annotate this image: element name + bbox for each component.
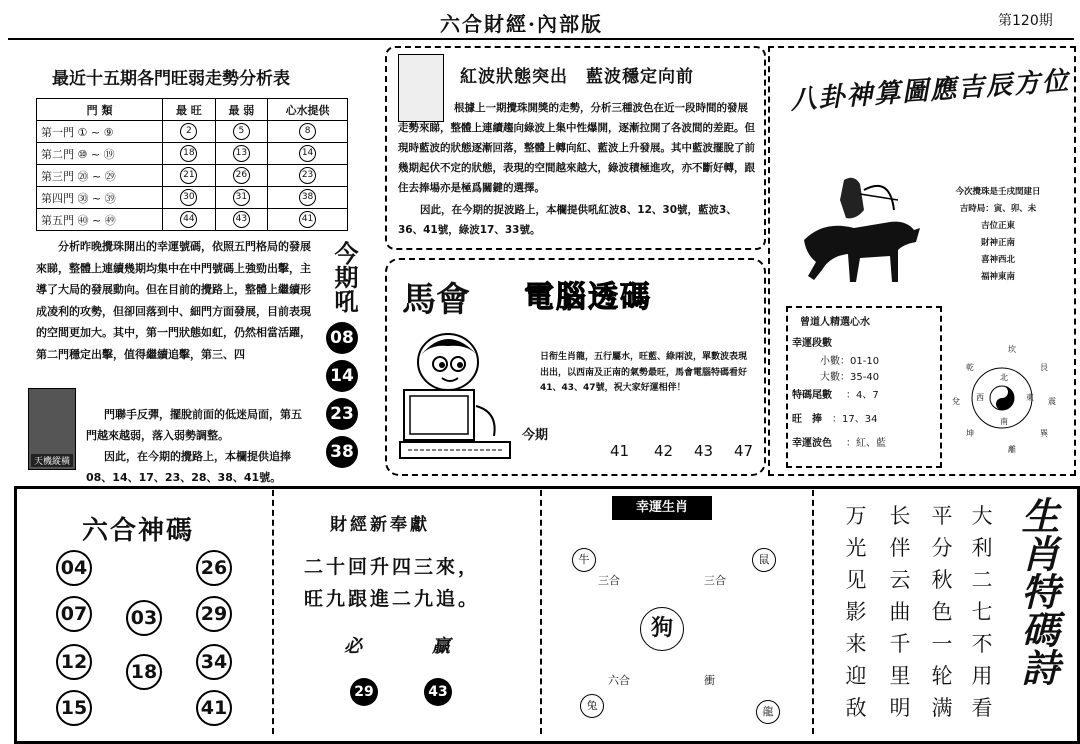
min-number: 26 — [233, 167, 250, 184]
compass-trigram-label: 震 — [1048, 397, 1056, 406]
min-cell — [215, 187, 268, 209]
range-start: ⑳ — [77, 169, 89, 183]
poem-char: 一 — [931, 632, 953, 656]
min-number: 5 — [233, 123, 250, 140]
segment-label: 幸運段數 — [792, 338, 832, 349]
tip-number: 14 — [299, 145, 316, 162]
range-end: ㊾ — [104, 213, 116, 227]
today-line: 喜神西北 — [980, 255, 1015, 265]
tip-cell — [268, 165, 348, 187]
min-number: 13 — [233, 145, 250, 162]
gate-cell: 第二門 ⑩ ~ ⑲ — [37, 143, 163, 165]
jinqi-number: 38 — [326, 436, 358, 468]
caijing-ying: 贏 — [432, 636, 450, 657]
liuhe-number: 04 — [56, 550, 92, 586]
compass-direction-label: 東 — [1026, 393, 1034, 402]
range-end: ⑲ — [103, 147, 115, 161]
poem-char: 长 — [889, 504, 911, 528]
poem-title — [1010, 496, 1064, 686]
compass-trigram-label: 坤 — [966, 429, 974, 438]
liuhe-label: 六合 — [608, 674, 630, 687]
fortune-title: 八卦神算圖應吉辰方位 — [789, 66, 1071, 116]
poem-char: 千 — [889, 632, 911, 656]
gate-label: 第二門 — [41, 147, 74, 161]
max-cell — [163, 165, 216, 187]
tip-number: 41 — [299, 211, 316, 228]
zodiac-ox: 牛 — [572, 548, 596, 572]
trend-analysis-line3: 因此，在今期的攪路上，本欄提供追捧08、14、17、23、28、38、41號。 — [86, 450, 291, 484]
computer-number: 42 — [654, 442, 674, 460]
compass-trigram-label: 巽 — [1040, 429, 1048, 438]
caijing-number: 29 — [350, 678, 378, 706]
liuhe-number: 29 — [196, 596, 232, 632]
compass-direction-label: 北 — [1000, 373, 1008, 382]
trend-analysis-line2: 門聯手反彈，擺脫前面的低迷局面，第五門越來越弱，落入弱勢調整。 — [86, 408, 302, 442]
poem-title-text: 生肖特碼詩 — [1015, 496, 1060, 686]
poem-char: 敌 — [845, 696, 867, 720]
sanhe-left: 三合 — [598, 574, 620, 587]
gate-label: 第四門 — [41, 191, 74, 205]
max-cell — [163, 121, 216, 143]
zodiac-dog: 狗 — [640, 607, 684, 651]
mahui-title: 馬會 — [402, 280, 470, 320]
poem-column — [842, 500, 870, 724]
poem-char: 二 — [971, 568, 993, 592]
poem-char: 来 — [845, 632, 867, 656]
poem-char: 七 — [971, 600, 993, 624]
max-number: 21 — [180, 167, 197, 184]
poem-char: 迎 — [845, 664, 867, 688]
zodiac-header: 幸運生肖 — [612, 496, 712, 520]
jinqi-number: 23 — [326, 398, 358, 430]
today-info — [928, 184, 1068, 286]
poem-column — [928, 500, 956, 724]
poem-char: 万 — [845, 504, 867, 528]
zodiac-rat: 鼠 — [752, 548, 776, 572]
liuhe-number: 03 — [126, 600, 162, 636]
table-row — [37, 143, 348, 165]
compass-direction-label: 西 — [976, 393, 984, 402]
poem-char: 色 — [931, 600, 953, 624]
compass-trigram-label: 乾 — [966, 363, 974, 372]
max-cell — [163, 187, 216, 209]
col-header-tip: 心水提供 — [268, 99, 348, 121]
zodiac-rabbit: 兔 — [580, 694, 604, 718]
caijing-number: 43 — [424, 678, 452, 706]
poem-char: 见 — [845, 568, 867, 592]
poem-char: 秋 — [931, 568, 953, 592]
poem-column — [968, 500, 996, 724]
trend-analysis-cont — [86, 404, 312, 488]
wave-title: 紅波狀態突出 藍波穩定向前 — [460, 67, 694, 87]
max-cell — [163, 143, 216, 165]
today-line: 今次攪珠是壬戌閏建日 — [955, 187, 1041, 197]
issue-number: 第120期 — [998, 13, 1053, 29]
liuhe-number: 15 — [56, 690, 92, 726]
range-start: ㊵ — [77, 213, 89, 227]
max-number: 2 — [180, 123, 197, 140]
poem-char: 大 — [971, 504, 993, 528]
min-cell — [215, 143, 268, 165]
today-line: 福神東南 — [980, 272, 1015, 282]
table-row — [37, 187, 348, 209]
segment-big: 大數：35-40 — [820, 372, 880, 383]
col-header-max: 最 旺 — [163, 99, 216, 121]
poem-char: 利 — [971, 536, 993, 560]
jinqi-label: 今期吼 — [330, 241, 358, 313]
caijing-title: 財經新奉獻 — [330, 515, 430, 535]
compass-trigram-label: 離 — [1008, 445, 1016, 454]
computer-number: 47 — [734, 442, 754, 460]
tip-number: 23 — [299, 167, 316, 184]
liuhe-number: 12 — [56, 644, 92, 680]
compass-direction-label: 南 — [1000, 417, 1008, 426]
wave-paragraph: 根據上一期攪珠開獎的走勢，分析三種波色在近一段時間的發展走勢來睇，整體上連續趨向綠波上集中性爆開，逐漸拉開了各波間的差距。但現時藍波的狀態逐漸回落，整體上轉向紅、藍波上升發展。其中藍波擺脫了前幾期起伏不定的狀態，表現的空間越來越大，綠波積極進攻，亦不斷好轉，跟住去捧場亦是極爲關鍵的選擇。 — [398, 102, 755, 194]
luck-title: 曾道人精選心水 — [800, 317, 870, 328]
range-start: ① — [77, 125, 88, 139]
poem-char: 看 — [971, 696, 993, 720]
poem-char: 光 — [845, 536, 867, 560]
poem-char: 云 — [889, 568, 911, 592]
jinqi-number: 08 — [326, 322, 358, 354]
tail-value: ：4、7 — [846, 390, 879, 401]
computer-number: 41 — [610, 442, 630, 460]
poem-char: 影 — [845, 600, 867, 624]
wave-conclusion: 因此，在今期的捉波路上，本欄提供吼紅波8、12、30號，藍波3、36、41號，綠波17、33號。 — [398, 204, 737, 236]
caijing-line1: 二十回升四三來， — [304, 556, 481, 578]
caijing-bi: 必 — [344, 636, 362, 657]
gate-cell: 第三門 ⑳ ~ ㉙ — [37, 165, 163, 187]
poem-char: 不 — [971, 632, 993, 656]
liuhe-title: 六合神碼 — [82, 516, 195, 546]
tail-label: 特碼尾數 — [792, 390, 832, 401]
col-header-gate: 門 類 — [37, 99, 163, 121]
max-number: 30 — [180, 189, 197, 206]
max-cell — [163, 209, 216, 231]
gate-label: 第三門 — [41, 169, 74, 183]
max-number: 44 — [180, 211, 197, 228]
liuhe-number: 07 — [56, 596, 92, 632]
gate-cell: 第四門 ㉚ ~ ㊴ — [37, 187, 163, 209]
poem-char: 曲 — [889, 600, 911, 624]
segment-small: 小數：01-10 — [820, 356, 880, 367]
tip-number: 38 — [299, 189, 316, 206]
range-end: ㊴ — [104, 191, 116, 205]
book-label: 天機縱橫 — [31, 454, 73, 467]
computer-label: 今期 — [522, 428, 549, 443]
zodiac-dragon: 龍 — [756, 700, 780, 724]
gate-label: 第五門 — [41, 213, 74, 227]
today-line: 財神正南 — [980, 238, 1015, 248]
poem-char: 分 — [931, 536, 953, 560]
table-row — [37, 121, 348, 143]
min-cell — [215, 165, 268, 187]
compass-trigram-label: 兌 — [952, 397, 960, 406]
tip-cell — [268, 209, 348, 231]
tip-cell — [268, 187, 348, 209]
sanhe-right: 三合 — [704, 574, 726, 587]
poem-char: 明 — [889, 696, 911, 720]
range-start: ㉚ — [77, 191, 89, 205]
gate-cell: 第五門 ㊵ ~ ㊾ — [37, 209, 163, 231]
color-value: ：紅、藍 — [846, 438, 886, 449]
trend-table-title: 最近十五期各門旺弱走勢分析表 — [52, 69, 290, 89]
range-start: ⑩ — [77, 147, 88, 161]
liuhe-number: 41 — [196, 690, 232, 726]
wang-label: 旺 捧 — [792, 414, 822, 425]
panel-divider — [812, 490, 814, 734]
computer-number: 43 — [694, 442, 714, 460]
table-row — [37, 209, 348, 231]
tip-cell — [268, 143, 348, 165]
poem-char: 轮 — [931, 664, 953, 688]
panel-divider — [272, 490, 274, 734]
poem-char: 里 — [889, 664, 911, 688]
table-row — [37, 165, 348, 187]
min-number: 31 — [233, 189, 250, 206]
computer-text: 日衔生肖龍，五行屬水，旺藍、綠兩波，單數波表現出出，以西南及正南的氣勢最旺，馬會電腦特碼看好41、43、47號，祝大家好運相伴！ — [540, 352, 748, 393]
poem-char: 平 — [931, 504, 953, 528]
min-number: 43 — [233, 211, 250, 228]
tip-number: 8 — [299, 123, 316, 140]
today-line: 吉位正東 — [980, 221, 1015, 231]
trend-table — [36, 98, 348, 231]
poem-char: 伴 — [889, 536, 911, 560]
col-header-min: 最 弱 — [215, 99, 268, 121]
gate-label: 第一門 — [41, 125, 74, 139]
max-number: 18 — [180, 145, 197, 162]
min-cell — [215, 121, 268, 143]
masthead: 六合財經·內部版 — [440, 12, 603, 36]
poem-column — [886, 500, 914, 724]
gate-cell: 第一門 ① ~ ⑨ — [37, 121, 163, 143]
header-rule — [8, 38, 1074, 40]
computer-title: 電腦透碼 — [524, 280, 652, 315]
today-line: 吉時局：寅、卯、未 — [959, 204, 1037, 214]
caijing-line2: 旺九跟進二九追。 — [304, 588, 481, 610]
compass-trigram-label: 艮 — [1040, 363, 1048, 372]
jinqi-number: 14 — [326, 360, 358, 392]
chong-label: 衝 — [704, 674, 715, 687]
liuhe-number: 34 — [196, 644, 232, 680]
book-image — [28, 388, 76, 470]
min-cell — [215, 209, 268, 231]
color-label: 幸運波色 — [792, 438, 832, 449]
range-end: ㉙ — [104, 169, 116, 183]
trend-analysis: 分析昨晚攪珠開出的幸運號碼，依照五門格局的發展來睇，整體上連續幾期均集中在中門號碼上強勁出擊，主導了大局的發展動向。但在目前的攪路上，整體上繼續形成凌利的攻勢，但卻回落到中、細門方面發展，目前表現的空間更加大。其中，第一門狀態如虹，仍然相當活躍，第二門穩定出擊，值得繼續追擊，第三、四 — [36, 240, 311, 361]
poem-char: 用 — [971, 664, 993, 688]
compass-trigram-label: 坎 — [1008, 345, 1016, 354]
horse-rider-illustration — [794, 170, 924, 290]
tip-cell — [268, 121, 348, 143]
range-end: ⑨ — [103, 125, 114, 139]
cartoon-computer-illustration — [398, 326, 518, 464]
wang-value: ：17、34 — [832, 414, 878, 425]
liuhe-number: 18 — [126, 654, 162, 690]
poem-char: 满 — [931, 696, 953, 720]
liuhe-number: 26 — [196, 550, 232, 586]
panel-divider — [540, 490, 542, 734]
